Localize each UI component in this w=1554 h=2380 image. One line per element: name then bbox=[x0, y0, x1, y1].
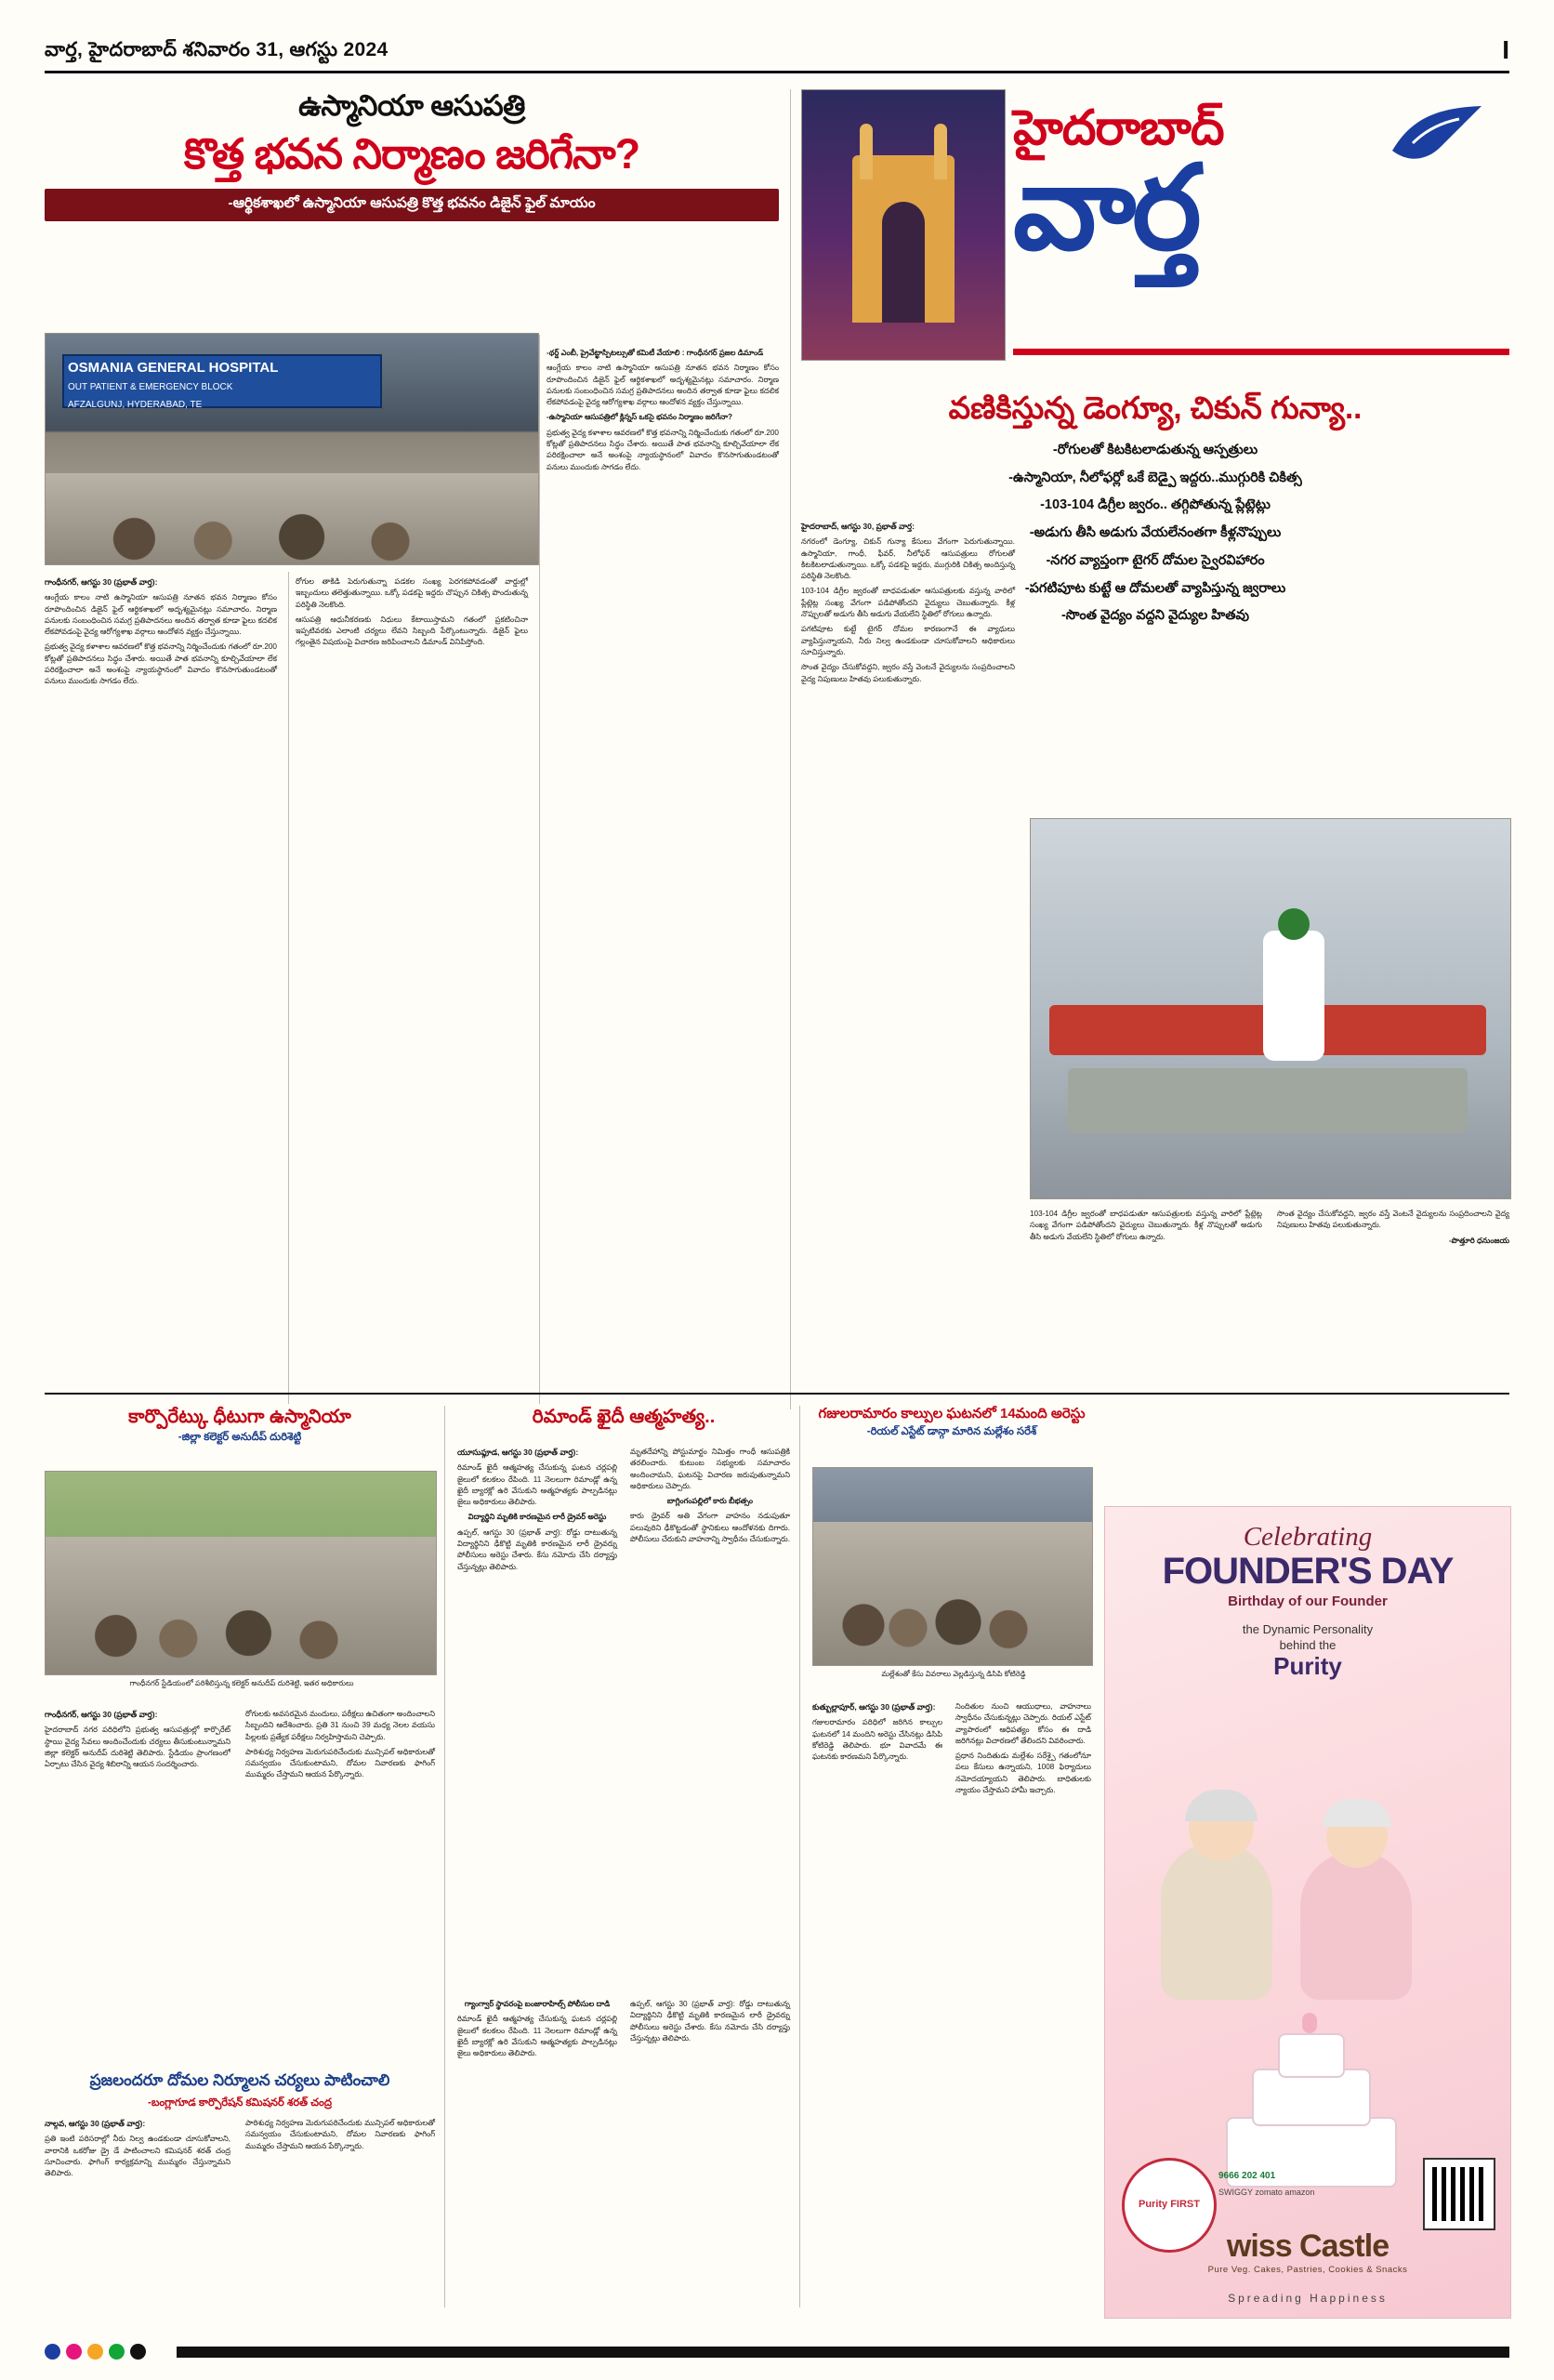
dengue-body-col1 bbox=[801, 521, 1015, 1357]
lead-para-6: ఆంగ్లేయ కాలం నాటి ఉస్మానియా ఆసుపత్రి నూతన భవన నిర్మాణం కోసం రూపొందించిన డిజైన్ ఫైల్ ఆర్థికశాఖలో అదృశ్యమైనట్లు సమాచారం. నిర్మాణ పనులకు సంబంధించిన సమగ్ర ప్రతిపాదనలు అందిన తర్వాత కూడా ఫైలు కదలిక లేకపోవడంపై వైద్య ఆరోగ్యశాఖ వర్గాలు ఆందోళన వ్యక్తం చేస్తున్నాయి. bbox=[547, 364, 779, 407]
police-para-1: గజులరామారం పరిధిలో జరిగిన కాల్పుల ఘటనలో 14 మందిని అరెస్టు చేసినట్లు డిసిపి కోటిరెడ్డి తెలిపారు. భూ వివాదమే ఈ ఘటనకు కారణమని పేర్కొన్నారు. bbox=[812, 1718, 942, 1762]
dot-black bbox=[130, 2344, 146, 2360]
qr-code[interactable] bbox=[1423, 2158, 1495, 2230]
officials-photo-caption: గాంధీనగర్ స్టేడియంలో పరిశీలిస్తున్న కలెక్టర్ అనుదీప్ దురిశెట్టి, ఇతర అధికారులు bbox=[129, 1679, 354, 1687]
ad-cake-illustration bbox=[1217, 2028, 1403, 2195]
collector-headline: కార్పొరేట్కు ధీటుగా ఉస్మానియా bbox=[128, 1407, 351, 1427]
ad-behind-line: behind the bbox=[1279, 1638, 1337, 1652]
lead-dateline: గాంధీనగర్, ఆగస్టు 30 (ప్రభాత్ వార్త): bbox=[45, 577, 158, 587]
dengue-bullet-5: -నగర వ్యాప్తంగా టైగర్ దోమల స్వైరవిహారం bbox=[1046, 552, 1265, 568]
lead-body-col2 bbox=[296, 576, 528, 1404]
gangwar-body bbox=[457, 1999, 790, 2306]
collector-subhead: -జిల్లా కలెక్టర్ అనుదీప్ దురిశెట్టి bbox=[178, 1432, 302, 1443]
masthead-bar bbox=[45, 35, 1509, 73]
collector-story bbox=[45, 1406, 435, 1446]
ad-apps: SWIGGY zomato amazon bbox=[1218, 2188, 1315, 2197]
mosquito-body-col1 bbox=[45, 2118, 230, 2304]
officials-group-photo bbox=[45, 1471, 437, 1675]
color-registration-dots bbox=[45, 2344, 146, 2360]
mosquito-dateline: నాల్గవ, ఆగస్టు 30 (ప్రభాత్ వార్త): bbox=[45, 2119, 146, 2128]
collector-body-col1 bbox=[45, 1709, 230, 2062]
swiss-castle-ad[interactable] bbox=[1104, 1506, 1511, 2319]
lead-story-left bbox=[45, 89, 779, 221]
dengue-headline: వణికిస్తున్న డెంగ్యూ, చికున్ గున్యా.. bbox=[948, 390, 1363, 425]
remand-dateline: యూసుఫ్గూడ, ఆగస్టు 30 (ప్రభాత్ వార్త): bbox=[457, 1448, 579, 1457]
gangwar-para-1: రిమాండ్ ఖైదీ ఆత్మహత్య చేసుకున్న ఘటన చర్లపల్లి జైలులో కలకలం రేపింది. 11 నెలలుగా రిమాండ్లో ఉన్న ఖైదీ బ్యారక్లో ఉరి వేసుకుని ఆత్మహత్యకు పాల్పడినట్లు జైలు అధికారులు తెలిపారు. bbox=[457, 2015, 617, 2058]
remand-subhead-2: బాగ్లింగంపల్లిలో కారు బీభత్సం bbox=[666, 1497, 754, 1506]
remand-para-2: ఉప్పల్, ఆగస్టు 30 (ప్రభాత్ వార్త): రోడ్డు దాటుతున్న విద్యార్థినిని ఢీకొట్టి మృతికి కారణమైన లారీ డ్రైవర్ను పోలీసులు అరెస్టు చేశారు. కేసు నమోదు చేసి దర్యాప్తు చేస్తున్నట్లు తెలిపారు. bbox=[457, 1527, 617, 1571]
nameplate-vaartha: వార్త bbox=[1013, 142, 1198, 273]
nameplate bbox=[801, 89, 1509, 359]
hospital-ward-photo bbox=[1030, 818, 1511, 1199]
police-story bbox=[812, 1406, 1091, 1440]
collector-para-1: హైదరాబాద్ నగర పరిధిలోని ప్రభుత్వ ఆసుపత్రుల్లో కార్పొరేట్ స్థాయి వైద్య సేవలు అందించేందుకు చర్యలు తీసుకుంటున్నామని జిల్లా కలెక్టర్ అనుదీప్ దురిశెట్టి తెలిపారు. స్టేడియం ప్రాంగణంలో ఏర్పాటు చేసిన వైద్య శిబిరాన్ని ఆయన సందర్శించారు. bbox=[45, 1726, 230, 1769]
remand-body-col2 bbox=[630, 1447, 790, 1967]
police-body-col2 bbox=[955, 1701, 1091, 2296]
dengue-para-2: 103-104 డిగ్రీల జ్వరంతో బాధపడుతూ ఆసుపత్రులకు వస్తున్న వారిలో ప్లేట్లెట్ల సంఖ్య వేగంగా పడిపోతోందని వైద్యులు చెబుతున్నారు. కీళ్ల నొప్పులతో అడుగు తీసి అడుగు వేయలేని స్థితిలో రోగులు ఉన్నారు. bbox=[801, 587, 1015, 619]
purity-badge: Purity FIRST bbox=[1122, 2158, 1217, 2253]
lead-subhead: -ఆర్థికశాఖలో ఉస్మానియా ఆసుపత్రి కొత్త భవనం డిజైన్ ఫైల్ మాయం bbox=[45, 189, 779, 221]
remand-para-1: రిమాండ్ ఖైదీ ఆత్మహత్య చేసుకున్న ఘటన చర్లపల్లి జైలులో కలకలం రేపింది. 11 నెలలుగా రిమాండ్లో ఉన్న ఖైదీ బ్యారక్లో ఉరి వేసుకుని ఆత్మహత్యకు పాల్పడినట్లు జైలు అధికారులు తెలిపారు. bbox=[457, 1463, 617, 1507]
lead-para-1: ఆంగ్లేయ కాలం నాటి ఉస్మానియా ఆసుపత్రి నూతన భవన నిర్మాణం కోసం రూపొందించిన డిజైన్ ఫైల్ ఆర్థికశాఖలో అదృశ్యమైనట్లు సమాచారం. నిర్మాణ పనులకు సంబంధించిన సమగ్ర ప్రతిపాదనలు అందిన తర్వాత కూడా ఫైలు కదలిక లేకపోవడంపై వైద్య ఆరోగ్యశాఖ వర్గాలు ఆందోళన వ్యక్తం చేస్తున్నాయి. bbox=[45, 593, 277, 637]
ad-celebrating: Celebrating bbox=[1243, 1522, 1373, 1552]
lead-subhead-b: -ఉస్మానియా ఆసుపత్రిలో క్లిన్నస్ ఒకసై భవనం నిర్మాణం జరిగేనా? bbox=[547, 413, 733, 422]
mosquito-headline: ప్రజలందరూ దోమల నిర్మూలన చర్యలు పాటించాలి bbox=[89, 2071, 390, 2089]
lead-subhead-a: -థర్డ్ ఎంబీ, ప్రైవేట్ఖాస్పిటల్సుతో కమిటీ వేయాలి : గాంధీనగర్ ప్రజల డిమాండ్ bbox=[547, 349, 764, 357]
police-photo-caption: మల్లేశంతో కేసు వివరాలు వెల్లడిస్తున్న డిసిపి కోటిరెడ్డి bbox=[881, 1670, 1026, 1678]
dengue-para-5: 103-104 డిగ్రీల జ్వరంతో బాధపడుతూ ఆసుపత్రులకు వస్తున్న వారిలో ప్లేట్లెట్ల సంఖ్య వేగంగా పడిపోతోందని వైద్యులు చెబుతున్నారు. కీళ్ల నొప్పులతో అడుగు తీసి అడుగు వేయలేని స్థితిలో రోగులు ఉన్నారు. bbox=[1030, 1210, 1262, 1241]
dengue-bullet-6: -పగటిపూట కుట్టే ఆ దోమలతో వ్యాపిస్తున్న జ్వరాలు bbox=[1024, 580, 1286, 596]
lead-para-3: రోగుల తాకిడి పెరుగుతున్నా పడకల సంఖ్య పెరగకపోవడంతో వార్డుల్లో ఇబ్బందులు తలెత్తుతున్నాయి. ఒక్కో పడకపై ఇద్దరు చొప్పున చికిత్స పొందుతున్న పరిస్థితి నెలకొంది. bbox=[296, 577, 528, 609]
dot-yellow bbox=[87, 2344, 103, 2360]
police-subhead: -రియల్ ఎస్టేట్ డాన్గా మారిన మల్లేశం సరేశ్ bbox=[866, 1426, 1037, 1437]
dot-magenta bbox=[66, 2344, 82, 2360]
dengue-para-1: నగరంలో డెంగ్యూ, చికున్ గున్యా కేసులు వేగంగా పెరుగుతున్నాయి. ఉస్మానియా, గాంధీ, ఫీవర్, నీలోఫర్ ఆసుపత్రులు రోగులతో కిటకిటలాడుతున్నాయి. ఒక్కో పడకపై ఇద్దరు, ముగ్గురికి చికిత్స అందిస్తున్న పరిస్థితి నెలకొంది. bbox=[801, 537, 1015, 581]
collector-dateline: గాంధీనగర్, ఆగస్టు 30 (ప్రభాత్ వార్త): bbox=[45, 1710, 158, 1719]
dengue-para-6: సొంత వైద్యం చేసుకోవద్దని, జ్వరం వస్తే వెంటనే వైద్యులను సంప్రదించాలని వైద్య నిపుణులు హితవు పలుకుతున్నారు. bbox=[1277, 1210, 1509, 1230]
collector-para-3: పారిశుధ్య నిర్వహణ మెరుగుపరిచేందుకు మున్సిపల్ అధికారులతో సమన్వయం చేసుకుంటామని, దోమల నివారణకు ఫాగింగ్ ముమ్మరం చేస్తామని ఆయన పేర్కొన్నారు. bbox=[245, 1747, 435, 1779]
remand-body-col1 bbox=[457, 1447, 617, 1967]
nameplate-text bbox=[1013, 89, 1509, 359]
remand-story bbox=[457, 1406, 790, 1428]
ad-spreading-happiness: Spreading Happiness bbox=[1228, 2292, 1388, 2305]
dengue-body-col3 bbox=[1277, 1209, 1509, 1408]
nameplate-rule bbox=[1013, 349, 1509, 355]
dengue-dateline: హైదరాబాద్, ఆగస్టు 30, ప్రభాత్ వార్త: bbox=[801, 522, 915, 531]
ad-brand: wiss Castle bbox=[1226, 2228, 1389, 2264]
ad-brand-tagline: Pure Veg. Cakes, Pastries, Cookies & Snacks bbox=[1207, 2265, 1408, 2275]
police-dateline: కుత్బుల్లాపూర్, ఆగస్టు 30 (ప్రభాత్ వార్త): bbox=[812, 1702, 936, 1712]
charminar-photo bbox=[801, 89, 1006, 361]
dengue-body-col2 bbox=[1030, 1209, 1262, 1408]
dengue-bullet-2: -ఉస్మానియా, నీలోఫర్లో ఒకే బెడ్పై ఇద్దరు..ముగ్గురికి చికిత్స bbox=[1008, 469, 1302, 485]
dengue-para-4: సొంత వైద్యం చేసుకోవద్దని, జ్వరం వస్తే వెంటనే వైద్యులను సంప్రదించాలని వైద్య నిపుణులు హితవు పలుకుతున్నారు. bbox=[801, 663, 1015, 683]
dot-green bbox=[109, 2344, 125, 2360]
ad-order-number: 9666 202 401 bbox=[1218, 2171, 1276, 2181]
ad-founders-day: FOUNDER'S DAY bbox=[1162, 1551, 1454, 1592]
lead-kicker: ఉస్మానియా ఆసుపత్రి bbox=[298, 89, 525, 122]
police-headline: గజులరామారం కాల్పుల ఘటనలో 14మంది అరెస్టు bbox=[818, 1406, 1086, 1421]
lead-para-2: ప్రభుత్వ వైద్య కళాశాల ఆవరణలో కొత్త భవనాన్ని నిర్మించేందుకు గతంలో రూ.200 కోట్లతో ప్రతిపాదనలు సిద్ధం చేశారు. అయితే పాత భవనాన్ని కూల్చివేయాలా లేక పరిరక్షించాలా అనే అంశంపై న్యాయస్థానంలో వివాదం కొనసాగుతుండటంతో పనులు ముందుకు సాగడం లేదు. bbox=[45, 642, 277, 686]
lead-body-col1 bbox=[45, 576, 277, 1404]
lead-para-7: ప్రభుత్వ వైద్య కళాశాల ఆవరణలో కొత్త భవనాన్ని నిర్మించేందుకు గతంలో రూ.200 కోట్లతో ప్రతిపాదనలు సిద్ధం చేశారు. అయితే పాత భవనాన్ని కూల్చివేయాలా లేక పరిరక్షించాలా అనే అంశంపై న్యాయస్థానంలో వివాదం కొనసాగుతుండటంతో పనులు ముందుకు సాగడం లేదు. bbox=[547, 428, 779, 471]
collector-para-2: రోగులకు అవసరమైన మందులు, పరీక్షలు ఉచితంగా అందించాలని సిబ్బందిని ఆదేశించారు. ప్రతి 31 నుంచి 39 మధ్య నెలల వయసు పిల్లలకు ప్రత్యేక పరీక్షలు నిర్వహిస్తామని చెప్పారు. bbox=[245, 1710, 435, 1741]
remand-para-4: కారు డ్రైవర్ అతి వేగంగా వాహనం నడుపుతూ పలువురిని ఢీకొట్టడంతో స్థానికులు ఆందోళనకు దిగారు. పోలీసులు చేరుకుని వాహనాన్ని స్వాధీనం చేసుకున్నారు. bbox=[630, 1512, 790, 1544]
mosquito-subhead: -బంగ్లాగూడ కార్పొరేషన్ కమిషనర్ శరత్ చంద్ర bbox=[148, 2097, 332, 2109]
remand-subhead-1: విద్యార్థిని మృతికి కారణమైన లారీ డ్రైవర్ అరెస్టు bbox=[468, 1513, 607, 1522]
dengue-bullet-4: -అడుగు తీసి అడుగు వేయలేనంతగా కీళ్లనొప్పులు bbox=[1029, 525, 1282, 541]
mosquito-body-col2 bbox=[245, 2118, 435, 2304]
collector-body-col2 bbox=[245, 1709, 435, 2062]
police-body-col1 bbox=[812, 1701, 942, 2296]
gangwar-para-2: ఉప్పల్, ఆగస్టు 30 (ప్రభాత్ వార్త): రోడ్డు దాటుతున్న విద్యార్థినిని ఢీకొట్టి మృతికి కారణమైన లారీ డ్రైవర్ను పోలీసులు అరెస్టు చేశారు. కేసు నమోదు చేసి దర్యాప్తు చేస్తున్నట్లు తెలిపారు. bbox=[630, 2000, 790, 2043]
remand-headline: రిమాండ్ ఖైదీ ఆత్మహత్య.. bbox=[532, 1407, 716, 1427]
mosquito-para-2: పారిశుధ్య నిర్వహణ మెరుగుపరిచేందుకు మున్సిపల్ అధికారులతో సమన్వయం చేసుకుంటామని, దోమల నివారణకు ఫాగింగ్ ముమ్మరం చేస్తామని ఆయన పేర్కొన్నారు. bbox=[245, 2119, 435, 2150]
nameplate-hyderabad: హైదరాబాద్ bbox=[1013, 101, 1224, 155]
mosquito-para-1: ప్రతి ఇంటి పరిసరాల్లో నీరు నిల్వ ఉండకుండా చూసుకోవాలని, వారానికి ఒకరోజు డ్రై డే పాటించాలని కమిషనర్ శరత్ చంద్ర సూచించారు. ఫాగింగ్ కార్యక్రమాన్ని ముమ్మరం చేస్తున్నామని తెలిపారు. bbox=[45, 2135, 230, 2178]
mosquito-story bbox=[45, 2071, 435, 2111]
page-mark: I bbox=[1502, 35, 1509, 64]
dengue-para-3: పగటిపూట కుట్టే టైగర్ దోమల కారణంగానే ఈ వ్యాధులు వ్యాపిస్తున్నాయని, నీరు నిల్వ ఉండకుండా చూసుకోవాలని అధికారులు సూచిస్తున్నారు. bbox=[801, 625, 1015, 656]
dove-icon bbox=[1385, 102, 1487, 177]
police-press-meet-photo bbox=[812, 1467, 1093, 1666]
ad-dynamic-line: the Dynamic Personality bbox=[1242, 1622, 1374, 1636]
gangwar-subhead: గ్యాంగ్వార్ స్థావరంపై బంజారాహిల్స్ పోలీసుల దాడి bbox=[464, 2000, 611, 2008]
dot-blue bbox=[45, 2344, 60, 2360]
ad-birthday-line: Birthday of our Founder bbox=[1228, 1593, 1388, 1609]
ad-purity: Purity bbox=[1273, 1652, 1342, 1680]
lead-para-4: ఆసుపత్రి ఆధునీకరణకు నిధులు కేటాయిస్తామని గతంలో ప్రకటించినా ఇప్పటివరకు ఎలాంటి చర్యలు లేవని సిబ్బంది పేర్కొంటున్నారు. డిజైన్ ఫైలు గల్లంతైన విషయంపై విచారణ జరిపించాలని డిమాండ్ వినిపిస్తోంది. bbox=[296, 615, 528, 647]
dengue-bullet-3: -103-104 డిగ్రీల జ్వరం.. తగ్గిపోతున్న ప్లేట్లెట్లు bbox=[1040, 497, 1271, 513]
dengue-bullet-1: -రోగులతో కిటకిటలాడుతున్న ఆస్పత్రులు bbox=[1052, 442, 1258, 457]
footer-rule bbox=[177, 2347, 1509, 2358]
dengue-signature: -పొత్తూరి ధనుంజయ bbox=[1448, 1236, 1509, 1245]
masthead-date: వార్త, హైదరాబాద్ శనివారం 31, ఆగస్టు 2024 bbox=[45, 39, 388, 60]
police-para-3: ప్రధాన నిందితుడు మల్లేశం సరేశ్పై గతంలోనూ పలు కేసులు ఉన్నాయని, 1008 ఫిర్యాదులు నమోదయ్యాయని తెలిపారు. బాధితులకు న్యాయం చేస్తామని హామీ ఇచ్చారు. bbox=[955, 1752, 1091, 1795]
dengue-bullet-7: -సొంత వైద్యం వద్దని వైద్యుల హితవు bbox=[1060, 608, 1250, 624]
osmania-hospital-photo: OSMANIA GENERAL HOSPITAL OUT PATIENT & EMERGENCY BLOCK AFZALGUNJ, HYDERABAD, TE bbox=[45, 333, 539, 565]
police-para-2: నిందితుల నుంచి ఆయుధాలు, వాహనాలు స్వాధీనం చేసుకున్నట్లు చెప్పారు. రియల్ ఎస్టేట్ వ్యాపారంలో ఆధిపత్యం కోసం ఈ దాడి జరిగినట్లు విచారణలో తేలిందని వివరించారు. bbox=[955, 1702, 1091, 1745]
remand-para-3: మృతదేహాన్ని పోస్టుమార్టం నిమిత్తం గాంధీ ఆసుపత్రికి తరలించారు. కుటుంబ సభ్యులకు సమాచారం అందించామని, ఘటనపై విచారణ జరుపుతున్నామని అధికారులు చెప్పారు. bbox=[630, 1448, 790, 1490]
lead-headline: కొత్త భవన నిర్మాణం జరిగేనా? bbox=[183, 130, 640, 178]
lead-body-col3 bbox=[547, 344, 779, 1404]
